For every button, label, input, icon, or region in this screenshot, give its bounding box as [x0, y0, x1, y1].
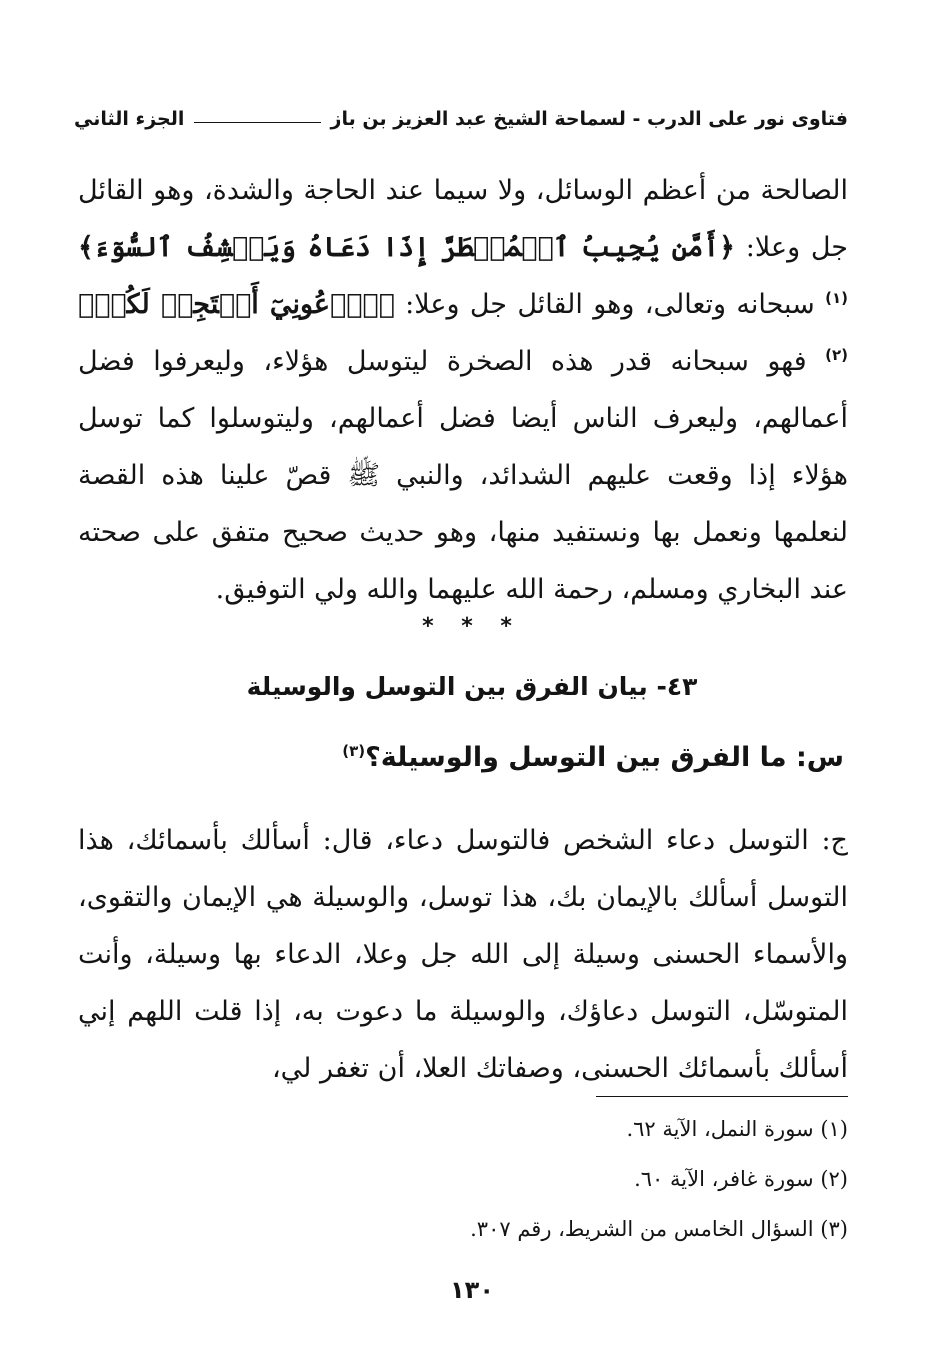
section-separator: * * * — [422, 614, 522, 639]
footnote-2: (٢) سورة غافر، الآية ٦٠. — [634, 1167, 848, 1191]
quran-verse-2: ﴿ٱدۡعُونِيٓ أَسۡتَجِبۡ لَكُمۡ﴾ — [78, 289, 395, 320]
footnote-ref-1[interactable]: (١) — [825, 289, 848, 307]
quran-verse-1: ﴿أَمَّن يُجِيبُ ٱلۡمُضۡطَرَّ إِذَا دَعَاهُ وَيَكۡشِفُ ٱلسُّوٓءَ﴾ — [78, 232, 736, 263]
section-heading: ٤٣- بيان الفرق بين التوسل والوسيلة — [246, 672, 698, 701]
footnotes — [78, 1104, 848, 1254]
question-text: س: ما الفرق بين التوسل والوسيلة؟ — [365, 742, 844, 773]
body-text-part-3: فهو سبحانه قدر هذه الصخرة ليتوسل هؤلاء، وليعرفوا فضل أعمالهم، وليعرف الناس أيضا فضل أعمالهم، وليتوسلوا كما توسل هؤلاء إذا وقعت عليهم الشدائد، والنبي ﷺ قصّ علينا هذه القصة لنعلمها ونعمل بها ونستفيد منها، وهو حديث صحيح متفق على صحته عند البخاري ومسلم، رحمة الله عليهما والله ولي التوفيق. — [78, 346, 848, 605]
footnote-3: (٣) السؤال الخامس من الشريط، رقم ٣٠٧. — [470, 1217, 848, 1241]
running-header — [74, 104, 848, 134]
volume-label: الجزء الثاني — [74, 108, 185, 130]
footnote-ref-3[interactable]: (٣) — [342, 742, 366, 760]
footnote-divider — [596, 1096, 848, 1097]
footnote-ref-2[interactable]: (٢) — [825, 346, 848, 364]
body-paragraph — [78, 162, 848, 618]
header-rule — [194, 122, 320, 123]
body-text-part-2: سبحانه وتعالى، وهو القائل جل وعلا: — [394, 289, 826, 320]
page-number: ١٣٠ — [450, 1276, 494, 1304]
book-title: فتاوى نور على الدرب - لسماحة الشيخ عبد العزيز بن باز — [330, 108, 848, 130]
body-text-part-1: الصالحة من أعظم الوسائل، ولا سيما عند الحاجة والشدة، وهو القائل جل وعلا: — [78, 175, 848, 263]
question — [78, 742, 844, 773]
footnote-1: (١) سورة النمل، الآية ٦٢. — [626, 1117, 848, 1141]
answer-paragraph: ج: التوسل دعاء الشخص فالتوسل دعاء، قال: أسألك بأسمائك، هذا التوسل أسألك بالإيمان بك، هذا توسل، والوسيلة هي الإيمان والتقوى، والأسماء الحسنى وسيلة إلى الله جل وعلا، الدعاء بها وسيلة، وأنت المتوسّل، التوسل دعاؤك، والوسيلة ما دعوت به، إذا قلت اللهم إني أسألك بأسمائك الحسنى، وصفاتك العلا، أن تغفر لي، — [78, 825, 848, 1084]
